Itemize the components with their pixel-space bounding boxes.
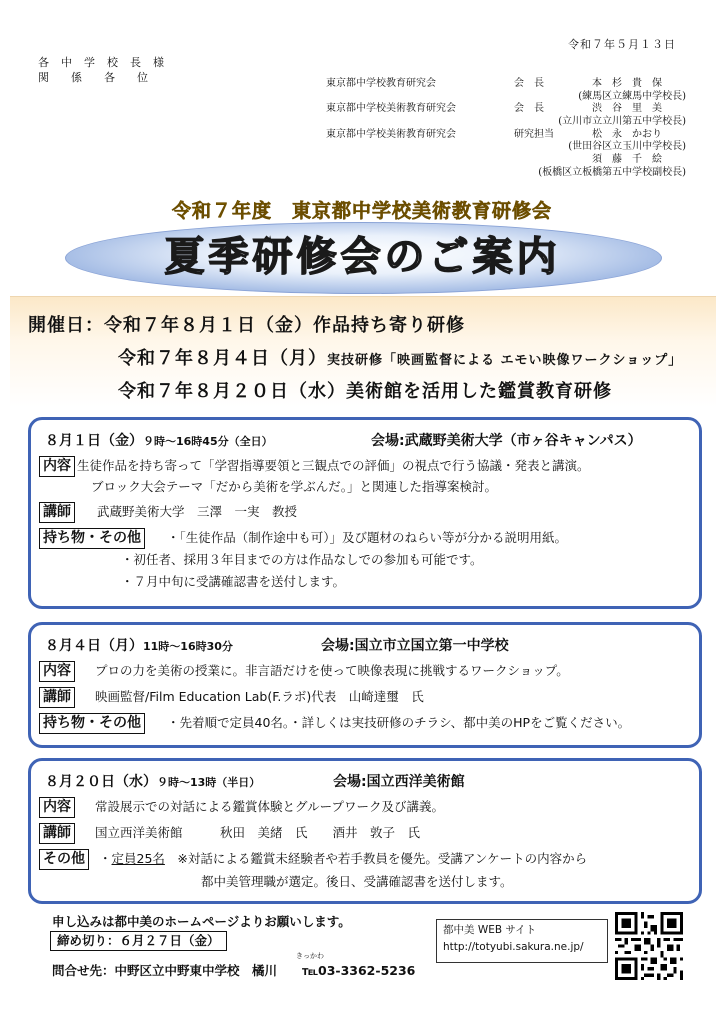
sender-affiliation-row — [326, 167, 686, 180]
qr-code-icon[interactable] — [615, 912, 683, 980]
session-3-heading — [45, 771, 260, 791]
date-1: 令和７年８月１日（金） — [104, 315, 313, 336]
session-3-items-2: 都中美管理職が選定。後日、受講確認書を送付します。 — [201, 874, 513, 889]
lecturer-label: 講師 — [39, 502, 75, 523]
session-2-venue: 会場:国立市立国立第一中学校 — [321, 638, 509, 654]
session-3-venue: 会場:国立西洋美術館 — [333, 774, 465, 790]
session-1-heading — [45, 430, 273, 450]
sender-row — [326, 103, 686, 116]
sender-affiliation: (立川市立立川第五中学校長) — [558, 116, 686, 128]
issue-date: 令和７年５月１３日 — [568, 38, 676, 51]
items-label: 持ち物・その他 — [39, 713, 145, 734]
sender-row — [326, 129, 686, 142]
deadline-box: 締め切り：６月２７日（金） — [50, 931, 227, 951]
date-3-desc: 美術館を活用した鑑賞教育研修 — [346, 381, 612, 402]
web-url[interactable]: http://totyubi.sakura.ne.jp/ — [443, 941, 584, 953]
session-1-items-3: ・７月中旬に受講確認書を送付します。 — [121, 574, 346, 589]
date-1-desc: 作品持ち寄り研修 — [313, 315, 465, 336]
session-1-date: ８月１日（金） — [45, 433, 143, 449]
lecturer-label: 講師 — [39, 687, 75, 708]
web-site-box — [436, 919, 608, 963]
dates-label: 開催日： — [28, 315, 104, 336]
sender-row — [326, 154, 686, 167]
priority-note: ※対話による鑑賞未経験者や若手教員を優先。受講アンケートの内容から — [164, 851, 588, 866]
dates-box — [10, 296, 716, 407]
sender-affiliation: (練馬区立練馬中学校長) — [578, 90, 686, 102]
content-label: 内容 — [39, 456, 75, 477]
date-3: 令和７年８月２０日（水） — [118, 381, 346, 402]
sender-name: 渋 谷 里 美 — [592, 103, 662, 115]
sender-name: 本 杉 貴 保 — [592, 78, 662, 89]
sender-affiliation-row — [326, 116, 686, 129]
session-3-lecturer: 国立西洋美術館 秋田 美緒 氏 酒井 敦子 氏 — [95, 825, 421, 840]
sender-affiliation-row — [326, 141, 686, 154]
sender-name: 須 藤 千 絵 — [592, 154, 662, 166]
addressee-line: 関係各位 — [38, 71, 170, 84]
banner-title: 夏季研修会のご案内 — [164, 234, 561, 280]
session-1-venue: 会場:武蔵野美術大学（市ヶ谷キャンパス） — [371, 433, 642, 449]
sender-role: 会 長 — [514, 103, 544, 115]
session-1-content-1: 生徒作品を持ち寄って「学習指導要領と三観点での評価」の視点で行う協議・発表と講演。 — [77, 458, 590, 473]
sender-org: 東京都中学校美術教育研究会 — [326, 128, 456, 140]
items-bullet: ・ — [99, 851, 112, 866]
content-label: 内容 — [39, 797, 75, 818]
sender-role: 研究担当 — [514, 128, 554, 140]
session-2-content-1: プロの力を美術の授業に。非言語だけを使って映像表現に挑戦するワークショップ。 — [95, 663, 569, 678]
session-1-items-2: ・初任者、採用３年目までの方は作品なしでの参加も可能です。 — [121, 552, 483, 567]
items-label: 持ち物・その他 — [39, 528, 145, 549]
date-2-desc: 実技研修「映画監督による エモい映像ワークショップ」 — [327, 353, 683, 368]
capacity-note: 定員25名 — [111, 851, 165, 866]
session-1-items-1: ・「生徒作品（制作途中も可）」及び題材のねらい等が分かる説明用紙。 — [167, 530, 568, 545]
apply-note: 申し込みは都中美のホームページよりお願いします。 — [52, 914, 351, 929]
lecturer-label: 講師 — [39, 823, 75, 844]
contact-ruby: きっかわ — [296, 952, 324, 960]
session-3-time: ９時～13時（半日） — [157, 776, 261, 789]
addressee-block — [38, 55, 176, 85]
session-2-items-1: ・先着順で定員40名。・詳しくは実技研修のチラシ、都中美のHPをご覧ください。 — [167, 715, 631, 730]
sender-affiliation: (世田谷区立玉川中学校長) — [568, 141, 686, 153]
session-1-time: ９時～16時45分（全日） — [143, 435, 273, 448]
sender-row — [326, 78, 686, 91]
items-label: その他 — [39, 849, 89, 870]
contact-info: 問合せ先：中野区立中野東中学校 橘川 ℡03-3362-5236 — [52, 963, 416, 978]
sender-affiliation-row — [326, 91, 686, 104]
session-1-box — [28, 417, 702, 609]
date-line-2 — [118, 344, 682, 370]
session-3-content-1: 常設展示での対話による鑑賞体験とグループワーク及び講義。 — [95, 799, 445, 814]
session-1-content-2: ブロック大会テーマ「だから美術を学ぶんだ。」と関連した指導案検討。 — [91, 479, 498, 494]
session-3-items-1 — [99, 850, 587, 868]
event-title: 令和７年度 東京都中学校美術教育研修会 — [171, 200, 552, 222]
addressee-line: 各中学校長様 — [38, 56, 176, 69]
session-2-box — [28, 622, 702, 748]
sender-org: 東京都中学校教育研究会 — [326, 78, 436, 89]
session-2-time: 11時～16時30分 — [143, 640, 233, 653]
sender-list — [326, 78, 686, 180]
sender-org: 東京都中学校美術教育研究会 — [326, 103, 456, 115]
date-2: 令和７年８月４日（月） — [118, 348, 327, 369]
session-3-box — [28, 758, 702, 904]
date-line-1 — [28, 311, 465, 337]
date-line-3 — [118, 377, 612, 403]
session-2-date: ８月４日（月） — [45, 638, 143, 654]
sender-role: 会 長 — [514, 78, 544, 89]
session-1-lecturer: 武蔵野美術大学 三澤 一実 教授 — [97, 504, 298, 519]
web-title: 都中美 WEB サイト — [443, 924, 537, 936]
sender-affiliation: (板橋区立板橋第五中学校副校長) — [538, 166, 686, 178]
content-label: 内容 — [39, 661, 75, 682]
sender-name: 松 永 かおり — [592, 128, 662, 140]
session-3-date: ８月２０日（水） — [45, 774, 157, 790]
session-2-lecturer: 映画監督/Film Education Lab(F.ラボ)代表 山崎達璽 氏 — [95, 689, 424, 704]
session-2-heading — [45, 635, 233, 655]
